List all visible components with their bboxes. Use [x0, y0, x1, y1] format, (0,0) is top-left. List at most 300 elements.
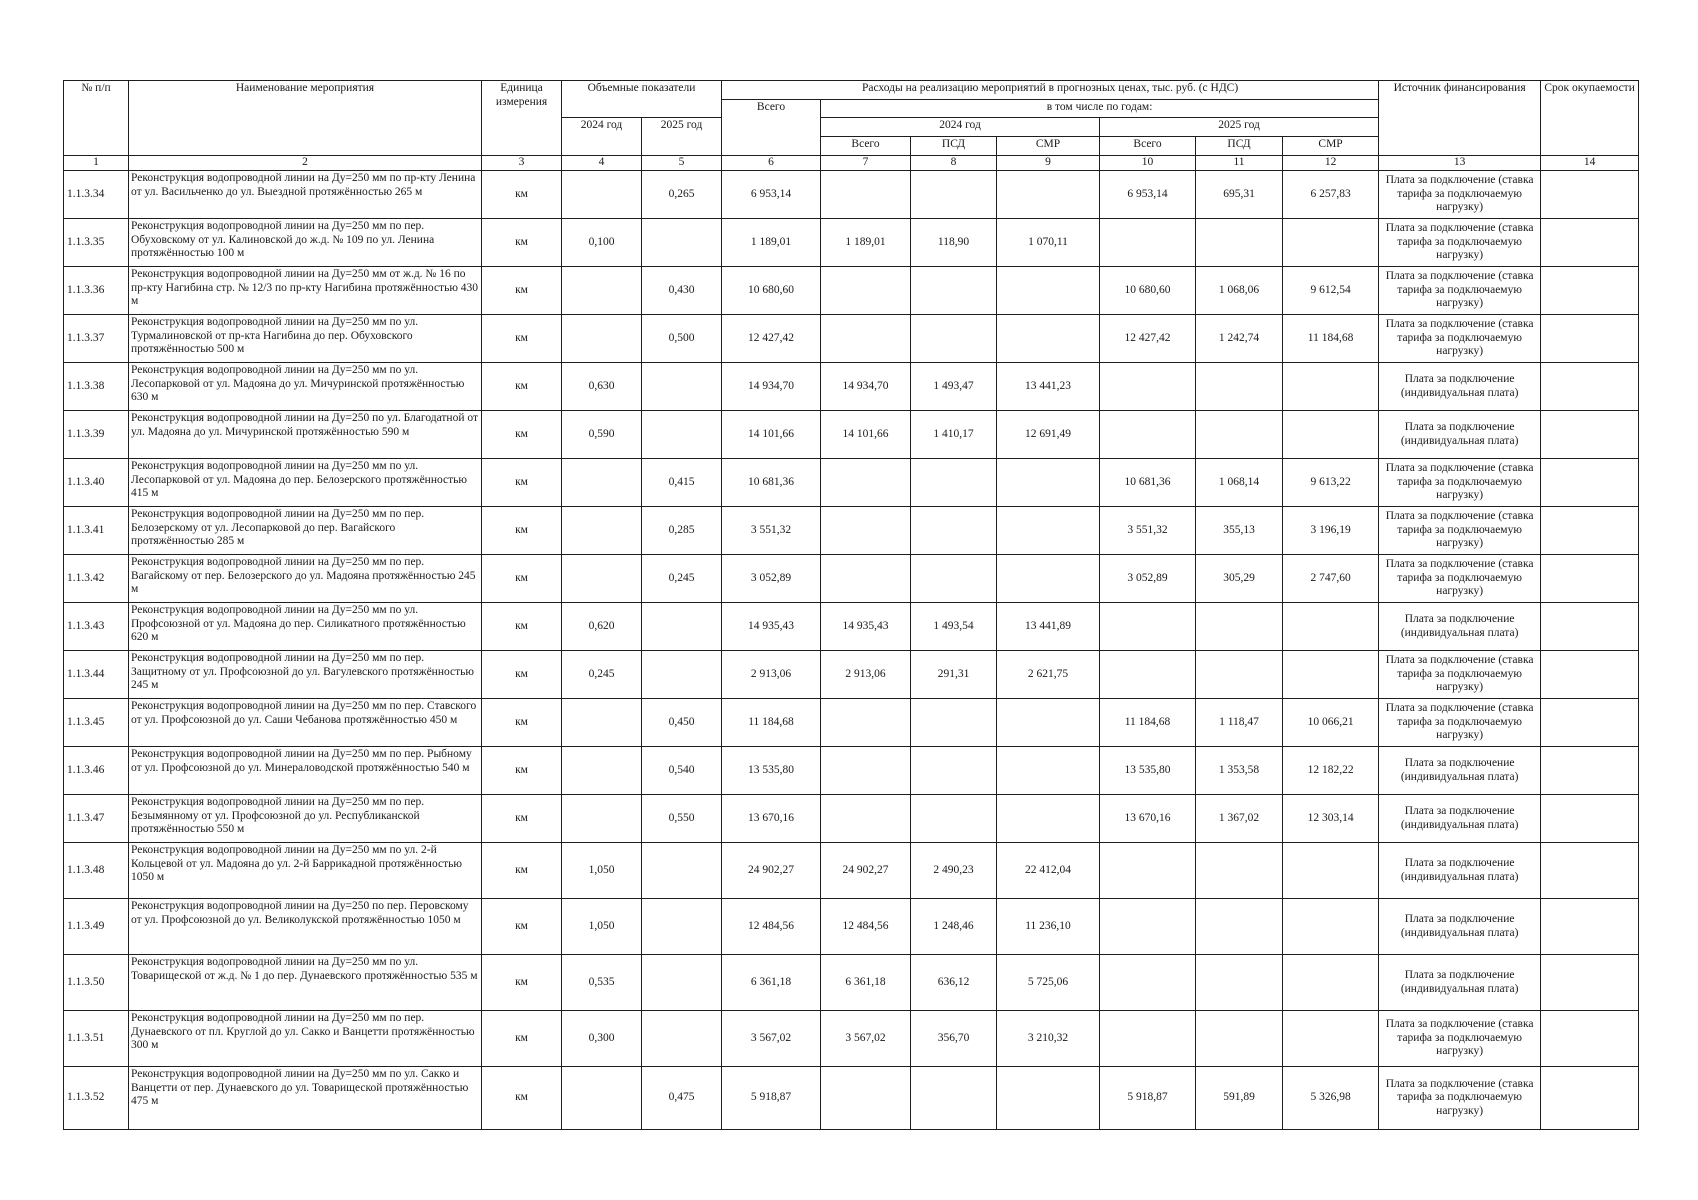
row-payback	[1541, 1011, 1639, 1067]
row-2025-total	[1100, 411, 1196, 459]
row-volume-2025	[642, 603, 722, 651]
header-unit: Единица измерения	[482, 81, 562, 156]
header-name: Наименование мероприятия	[129, 81, 482, 156]
row-2025-total: 10 680,60	[1100, 267, 1196, 315]
row-2025-smr	[1283, 955, 1379, 1011]
row-volume-2025: 0,450	[642, 699, 722, 747]
row-2024-psd: 636,12	[911, 955, 997, 1011]
table-row	[64, 1011, 1639, 1067]
row-volume-2025: 0,285	[642, 507, 722, 555]
column-number: 1	[64, 156, 129, 171]
row-payback	[1541, 1067, 1639, 1130]
row-name: Реконструкция водопроводной линии на Ду=250 мм по ул. Турмалиновской от пр-кта Нагибина до пер. Обуховского протяжённостью 500 м	[129, 315, 482, 363]
row-2025-total	[1100, 1011, 1196, 1067]
row-volume-2024	[562, 795, 642, 843]
header-2025-smr: СМР	[1283, 137, 1379, 156]
row-2024-psd	[911, 795, 997, 843]
row-2024-smr	[997, 747, 1100, 795]
row-name: Реконструкция водопроводной линии на Ду=250 мм по пер. Ставского от ул. Профсоюзной до ул. Саши Чебанова протяжённостью 450 м	[129, 699, 482, 747]
row-2025-smr	[1283, 603, 1379, 651]
row-volume-2024: 1,050	[562, 899, 642, 955]
row-number: 1.1.3.40	[64, 459, 129, 507]
row-unit: км	[482, 699, 562, 747]
row-name: Реконструкция водопроводной линии на Ду=250 мм по ул. Лесопарковой от ул. Мадояна до ул. Мичуринской протяжённостью 630 м	[129, 363, 482, 411]
row-2025-smr	[1283, 411, 1379, 459]
row-2025-total: 11 184,68	[1100, 699, 1196, 747]
row-2025-total	[1100, 843, 1196, 899]
row-2025-psd: 1 118,47	[1196, 699, 1283, 747]
row-2024-total: 14 101,66	[821, 411, 911, 459]
row-name: Реконструкция водопроводной линии на Ду=250 мм по ул. Профсоюзной от ул. Мадояна до пер. Силикатного протяжённостью 620 м	[129, 603, 482, 651]
row-total: 14 101,66	[722, 411, 821, 459]
row-total: 14 934,70	[722, 363, 821, 411]
header-num: № п/п	[64, 81, 129, 156]
row-2025-psd: 305,29	[1196, 555, 1283, 603]
row-2025-smr: 3 196,19	[1283, 507, 1379, 555]
row-name: Реконструкция водопроводной линии на Ду=250 мм по пер. Обуховскому от ул. Калиновской до ж.д. № 109 по ул. Ленина протяжённостью 100 м	[129, 219, 482, 267]
row-unit: км	[482, 955, 562, 1011]
header-costs: Расходы на реализацию мероприятий в прогнозных ценах, тыс. руб. (с НДС)	[722, 81, 1379, 100]
row-total: 10 680,60	[722, 267, 821, 315]
row-2024-total	[821, 699, 911, 747]
table-row	[64, 219, 1639, 267]
row-2025-psd	[1196, 955, 1283, 1011]
row-2025-total: 13 535,80	[1100, 747, 1196, 795]
table-header	[64, 81, 1639, 171]
row-volume-2025	[642, 219, 722, 267]
row-payback	[1541, 651, 1639, 699]
header-volume: Объемные показатели	[562, 81, 722, 118]
row-name: Реконструкция водопроводной линии на Ду=250 мм по пер. Белозерскому от ул. Лесопарковой до пер. Вагайского протяжённостью 285 м	[129, 507, 482, 555]
row-total: 13 670,16	[722, 795, 821, 843]
row-volume-2025: 0,540	[642, 747, 722, 795]
row-source: Плата за подключение (ставка тарифа за подключаемую нагрузку)	[1379, 651, 1541, 699]
row-total: 13 535,80	[722, 747, 821, 795]
table-body	[64, 171, 1639, 1130]
row-total: 6 953,14	[722, 171, 821, 219]
row-number: 1.1.3.39	[64, 411, 129, 459]
row-volume-2025	[642, 1011, 722, 1067]
row-number: 1.1.3.45	[64, 699, 129, 747]
row-number: 1.1.3.36	[64, 267, 129, 315]
row-volume-2024	[562, 315, 642, 363]
column-number: 4	[562, 156, 642, 171]
row-2025-total: 13 670,16	[1100, 795, 1196, 843]
row-volume-2025	[642, 651, 722, 699]
row-2024-psd: 1 493,47	[911, 363, 997, 411]
row-2024-psd: 118,90	[911, 219, 997, 267]
row-unit: км	[482, 1067, 562, 1130]
row-number: 1.1.3.49	[64, 899, 129, 955]
table-row	[64, 795, 1639, 843]
row-2025-psd	[1196, 603, 1283, 651]
row-volume-2024	[562, 459, 642, 507]
row-payback	[1541, 267, 1639, 315]
column-number: 12	[1283, 156, 1379, 171]
row-payback	[1541, 899, 1639, 955]
row-2025-smr	[1283, 363, 1379, 411]
column-number: 8	[911, 156, 997, 171]
row-payback	[1541, 507, 1639, 555]
row-source: Плата за подключение (ставка тарифа за подключаемую нагрузку)	[1379, 555, 1541, 603]
row-source: Плата за подключение (ставка тарифа за подключаемую нагрузку)	[1379, 1067, 1541, 1130]
row-source: Плата за подключение (ставка тарифа за подключаемую нагрузку)	[1379, 171, 1541, 219]
row-2025-psd	[1196, 363, 1283, 411]
row-2025-psd: 1 367,02	[1196, 795, 1283, 843]
row-2024-smr	[997, 555, 1100, 603]
column-number: 10	[1100, 156, 1196, 171]
row-2025-total	[1100, 899, 1196, 955]
row-payback	[1541, 795, 1639, 843]
column-number: 3	[482, 156, 562, 171]
row-payback	[1541, 555, 1639, 603]
row-name: Реконструкция водопроводной линии на Ду=250 мм по ул. 2-й Кольцевой от ул. Мадояна до ул. 2-й Баррикадной протяжённостью 1050 м	[129, 843, 482, 899]
row-2024-psd	[911, 315, 997, 363]
row-name: Реконструкция водопроводной линии на Ду=250 мм по ул. Сакко и Ванцетти от пер. Дунаевского до ул. Товарищеской протяжённостью 475 м	[129, 1067, 482, 1130]
row-number: 1.1.3.44	[64, 651, 129, 699]
row-volume-2024: 0,620	[562, 603, 642, 651]
row-2024-total	[821, 555, 911, 603]
row-2024-psd	[911, 459, 997, 507]
row-total: 3 551,32	[722, 507, 821, 555]
row-number: 1.1.3.41	[64, 507, 129, 555]
table-row	[64, 555, 1639, 603]
row-2025-psd	[1196, 899, 1283, 955]
row-2024-psd: 356,70	[911, 1011, 997, 1067]
row-2024-smr: 3 210,32	[997, 1011, 1100, 1067]
row-2024-total: 14 934,70	[821, 363, 911, 411]
row-2025-total: 12 427,42	[1100, 315, 1196, 363]
row-number: 1.1.3.37	[64, 315, 129, 363]
row-2024-psd: 1 493,54	[911, 603, 997, 651]
column-number: 6	[722, 156, 821, 171]
row-volume-2025	[642, 955, 722, 1011]
row-2024-total: 2 913,06	[821, 651, 911, 699]
row-total: 12 427,42	[722, 315, 821, 363]
row-volume-2024: 1,050	[562, 843, 642, 899]
header-2024-smr: СМР	[997, 137, 1100, 156]
row-2025-total: 5 918,87	[1100, 1067, 1196, 1130]
row-2024-total: 1 189,01	[821, 219, 911, 267]
row-2024-smr: 1 070,11	[997, 219, 1100, 267]
row-2025-psd	[1196, 1011, 1283, 1067]
column-number: 9	[997, 156, 1100, 171]
header-volume-2024: 2024 год	[562, 118, 642, 156]
row-volume-2025	[642, 363, 722, 411]
row-volume-2025: 0,430	[642, 267, 722, 315]
header-2025-psd: ПСД	[1196, 137, 1283, 156]
row-2024-smr: 11 236,10	[997, 899, 1100, 955]
row-2025-smr: 6 257,83	[1283, 171, 1379, 219]
row-2025-psd: 591,89	[1196, 1067, 1283, 1130]
row-payback	[1541, 171, 1639, 219]
column-number: 7	[821, 156, 911, 171]
row-unit: км	[482, 651, 562, 699]
row-2025-smr: 2 747,60	[1283, 555, 1379, 603]
row-unit: км	[482, 507, 562, 555]
column-number: 14	[1541, 156, 1639, 171]
row-2024-psd	[911, 747, 997, 795]
row-2024-total	[821, 507, 911, 555]
row-number: 1.1.3.42	[64, 555, 129, 603]
row-2024-psd	[911, 171, 997, 219]
row-name: Реконструкция водопроводной линии на Ду=250 мм по пер. Вагайскому от пер. Белозерского до ул. Мадояна протяжённостью 245 м	[129, 555, 482, 603]
row-volume-2024: 0,245	[562, 651, 642, 699]
row-2025-total: 3 052,89	[1100, 555, 1196, 603]
row-2025-psd: 1 353,58	[1196, 747, 1283, 795]
header-year-2024: 2024 год	[821, 118, 1100, 137]
row-number: 1.1.3.51	[64, 1011, 129, 1067]
row-number: 1.1.3.35	[64, 219, 129, 267]
row-source: Плата за подключение (ставка тарифа за подключаемую нагрузку)	[1379, 1011, 1541, 1067]
row-name: Реконструкция водопроводной линии на Ду=250 мм по пер. Рыбному от ул. Профсоюзной до ул. Минераловодской протяжённостью 540 м	[129, 747, 482, 795]
column-number: 2	[129, 156, 482, 171]
row-2025-total	[1100, 363, 1196, 411]
table-row	[64, 699, 1639, 747]
row-2024-total	[821, 795, 911, 843]
row-volume-2024: 0,300	[562, 1011, 642, 1067]
row-unit: км	[482, 267, 562, 315]
row-2025-psd: 1 242,74	[1196, 315, 1283, 363]
row-volume-2024	[562, 699, 642, 747]
row-2025-total	[1100, 219, 1196, 267]
row-2024-smr: 13 441,23	[997, 363, 1100, 411]
row-2024-total: 14 935,43	[821, 603, 911, 651]
table-row	[64, 363, 1639, 411]
investment-program-table	[63, 80, 1639, 1130]
row-volume-2024: 0,535	[562, 955, 642, 1011]
row-source: Плата за подключение (ставка тарифа за подключаемую нагрузку)	[1379, 699, 1541, 747]
row-source: Плата за подключение (индивидуальная плата)	[1379, 411, 1541, 459]
row-number: 1.1.3.47	[64, 795, 129, 843]
row-number: 1.1.3.38	[64, 363, 129, 411]
row-2024-smr	[997, 1067, 1100, 1130]
row-unit: км	[482, 219, 562, 267]
row-payback	[1541, 747, 1639, 795]
table-row	[64, 899, 1639, 955]
row-volume-2025	[642, 843, 722, 899]
row-source: Плата за подключение (индивидуальная плата)	[1379, 747, 1541, 795]
table-row	[64, 651, 1639, 699]
row-2025-psd: 355,13	[1196, 507, 1283, 555]
row-payback	[1541, 603, 1639, 651]
row-payback	[1541, 219, 1639, 267]
row-name: Реконструкция водопроводной линии на Ду=250 мм от ж.д. № 16 по пр-кту Нагибина стр. № 12/3 по пр-кту Нагибина протяжённостью 430 м	[129, 267, 482, 315]
row-2024-psd: 2 490,23	[911, 843, 997, 899]
row-2024-smr	[997, 459, 1100, 507]
row-2025-smr	[1283, 219, 1379, 267]
row-unit: км	[482, 171, 562, 219]
row-volume-2025: 0,500	[642, 315, 722, 363]
row-payback	[1541, 699, 1639, 747]
row-unit: км	[482, 899, 562, 955]
table-row	[64, 459, 1639, 507]
row-2025-total: 6 953,14	[1100, 171, 1196, 219]
row-2025-smr: 9 612,54	[1283, 267, 1379, 315]
header-volume-2025: 2025 год	[642, 118, 722, 156]
row-2024-smr	[997, 267, 1100, 315]
row-2024-smr	[997, 171, 1100, 219]
header-source: Источник финансирования	[1379, 81, 1541, 156]
row-2025-smr	[1283, 1011, 1379, 1067]
row-name: Реконструкция водопроводной линии на Ду=250 мм по пер. Безымянному от ул. Профсоюзной до ул. Республиканской протяжённостью 550 м	[129, 795, 482, 843]
row-source: Плата за подключение (ставка тарифа за подключаемую нагрузку)	[1379, 267, 1541, 315]
table-row	[64, 411, 1639, 459]
header-payback: Срок окупаемости	[1541, 81, 1639, 156]
row-volume-2025: 0,245	[642, 555, 722, 603]
table-row	[64, 315, 1639, 363]
row-number: 1.1.3.50	[64, 955, 129, 1011]
row-source: Плата за подключение (индивидуальная плата)	[1379, 795, 1541, 843]
row-2024-total	[821, 459, 911, 507]
row-payback	[1541, 459, 1639, 507]
row-unit: км	[482, 1011, 562, 1067]
row-payback	[1541, 363, 1639, 411]
row-2024-psd: 1 248,46	[911, 899, 997, 955]
row-total: 11 184,68	[722, 699, 821, 747]
row-source: Плата за подключение (индивидуальная плата)	[1379, 955, 1541, 1011]
row-payback	[1541, 955, 1639, 1011]
row-total: 3 567,02	[722, 1011, 821, 1067]
row-volume-2024	[562, 507, 642, 555]
row-source: Плата за подключение (ставка тарифа за подключаемую нагрузку)	[1379, 315, 1541, 363]
row-2024-psd: 291,31	[911, 651, 997, 699]
row-2024-total	[821, 267, 911, 315]
row-unit: км	[482, 363, 562, 411]
row-2025-smr: 5 326,98	[1283, 1067, 1379, 1130]
row-source: Плата за подключение (индивидуальная плата)	[1379, 603, 1541, 651]
row-total: 6 361,18	[722, 955, 821, 1011]
row-total: 10 681,36	[722, 459, 821, 507]
column-number: 5	[642, 156, 722, 171]
row-unit: км	[482, 411, 562, 459]
row-unit: км	[482, 555, 562, 603]
row-name: Реконструкция водопроводной линии на Ду=250 мм по пер. Дунаевского от пл. Круглой до ул. Сакко и Ванцетти протяжённостью 300 м	[129, 1011, 482, 1067]
row-unit: км	[482, 843, 562, 899]
row-2025-psd: 1 068,14	[1196, 459, 1283, 507]
row-source: Плата за подключение (индивидуальная плата)	[1379, 899, 1541, 955]
row-total: 24 902,27	[722, 843, 821, 899]
row-2025-total	[1100, 603, 1196, 651]
row-2024-total: 6 361,18	[821, 955, 911, 1011]
table-row	[64, 507, 1639, 555]
row-total: 3 052,89	[722, 555, 821, 603]
row-2024-smr	[997, 795, 1100, 843]
row-2024-total	[821, 171, 911, 219]
row-2024-total	[821, 315, 911, 363]
row-name: Реконструкция водопроводной линии на Ду=250 мм по пер. Защитному от ул. Профсоюзной до ул. Вагулевского протяжённостью 245 м	[129, 651, 482, 699]
row-payback	[1541, 315, 1639, 363]
row-unit: км	[482, 747, 562, 795]
row-unit: км	[482, 459, 562, 507]
row-2024-psd: 1 410,17	[911, 411, 997, 459]
row-source: Плата за подключение (индивидуальная плата)	[1379, 843, 1541, 899]
row-2024-psd	[911, 1067, 997, 1130]
row-number: 1.1.3.48	[64, 843, 129, 899]
row-2024-smr: 5 725,06	[997, 955, 1100, 1011]
row-payback	[1541, 843, 1639, 899]
row-volume-2025	[642, 411, 722, 459]
row-2024-psd	[911, 555, 997, 603]
row-number: 1.1.3.46	[64, 747, 129, 795]
row-unit: км	[482, 315, 562, 363]
row-2025-psd	[1196, 411, 1283, 459]
row-number: 1.1.3.34	[64, 171, 129, 219]
row-2024-total	[821, 747, 911, 795]
row-2024-psd	[911, 699, 997, 747]
row-2024-smr: 13 441,89	[997, 603, 1100, 651]
row-volume-2025: 0,415	[642, 459, 722, 507]
row-2025-psd: 695,31	[1196, 171, 1283, 219]
table-row	[64, 1067, 1639, 1130]
row-name: Реконструкция водопроводной линии на Ду=250 мм по пр-кту Ленина от ул. Васильченко до ул. Выездной протяжённостью 265 м	[129, 171, 482, 219]
row-volume-2025: 0,550	[642, 795, 722, 843]
row-2025-smr: 11 184,68	[1283, 315, 1379, 363]
table-row	[64, 747, 1639, 795]
row-2024-smr: 22 412,04	[997, 843, 1100, 899]
row-source: Плата за подключение (индивидуальная плата)	[1379, 363, 1541, 411]
row-2025-total	[1100, 955, 1196, 1011]
row-volume-2024	[562, 267, 642, 315]
column-number: 13	[1379, 156, 1541, 171]
header-2024-psd: ПСД	[911, 137, 997, 156]
row-source: Плата за подключение (ставка тарифа за подключаемую нагрузку)	[1379, 459, 1541, 507]
row-2024-psd	[911, 267, 997, 315]
row-2025-psd	[1196, 843, 1283, 899]
row-2025-smr	[1283, 843, 1379, 899]
row-source: Плата за подключение (ставка тарифа за подключаемую нагрузку)	[1379, 507, 1541, 555]
header-year-2025: 2025 год	[1100, 118, 1379, 137]
row-name: Реконструкция водопроводной линии на Ду=250 по ул. Благодатной от ул. Мадояна до ул. Мичуринской протяжённостью 590 м	[129, 411, 482, 459]
row-2024-total: 24 902,27	[821, 843, 911, 899]
row-2024-total: 3 567,02	[821, 1011, 911, 1067]
row-volume-2024	[562, 555, 642, 603]
row-2024-smr	[997, 507, 1100, 555]
row-volume-2024: 0,590	[562, 411, 642, 459]
row-2025-psd	[1196, 651, 1283, 699]
row-unit: км	[482, 603, 562, 651]
row-2025-smr: 10 066,21	[1283, 699, 1379, 747]
row-2024-psd	[911, 507, 997, 555]
row-total: 5 918,87	[722, 1067, 821, 1130]
row-2025-psd	[1196, 219, 1283, 267]
row-volume-2024	[562, 747, 642, 795]
row-name: Реконструкция водопроводной линии на Ду=250 по пер. Перовскому от ул. Профсоюзной до ул. Великолукской протяжённостью 1050 м	[129, 899, 482, 955]
header-2025-total: Всего	[1100, 137, 1196, 156]
table-row	[64, 603, 1639, 651]
table-row	[64, 171, 1639, 219]
row-2025-smr: 12 303,14	[1283, 795, 1379, 843]
row-2025-total	[1100, 651, 1196, 699]
row-total: 1 189,01	[722, 219, 821, 267]
row-volume-2025	[642, 899, 722, 955]
row-2025-psd: 1 068,06	[1196, 267, 1283, 315]
row-2024-smr	[997, 315, 1100, 363]
row-number: 1.1.3.52	[64, 1067, 129, 1130]
header-2024-total: Всего	[821, 137, 911, 156]
row-2025-smr: 9 613,22	[1283, 459, 1379, 507]
column-number-row	[64, 156, 1639, 171]
row-2024-total: 12 484,56	[821, 899, 911, 955]
row-total: 12 484,56	[722, 899, 821, 955]
row-unit: км	[482, 795, 562, 843]
row-number: 1.1.3.43	[64, 603, 129, 651]
row-2024-total	[821, 1067, 911, 1130]
header-total: Всего	[722, 100, 821, 156]
row-volume-2024: 0,630	[562, 363, 642, 411]
row-2025-smr	[1283, 899, 1379, 955]
row-total: 2 913,06	[722, 651, 821, 699]
